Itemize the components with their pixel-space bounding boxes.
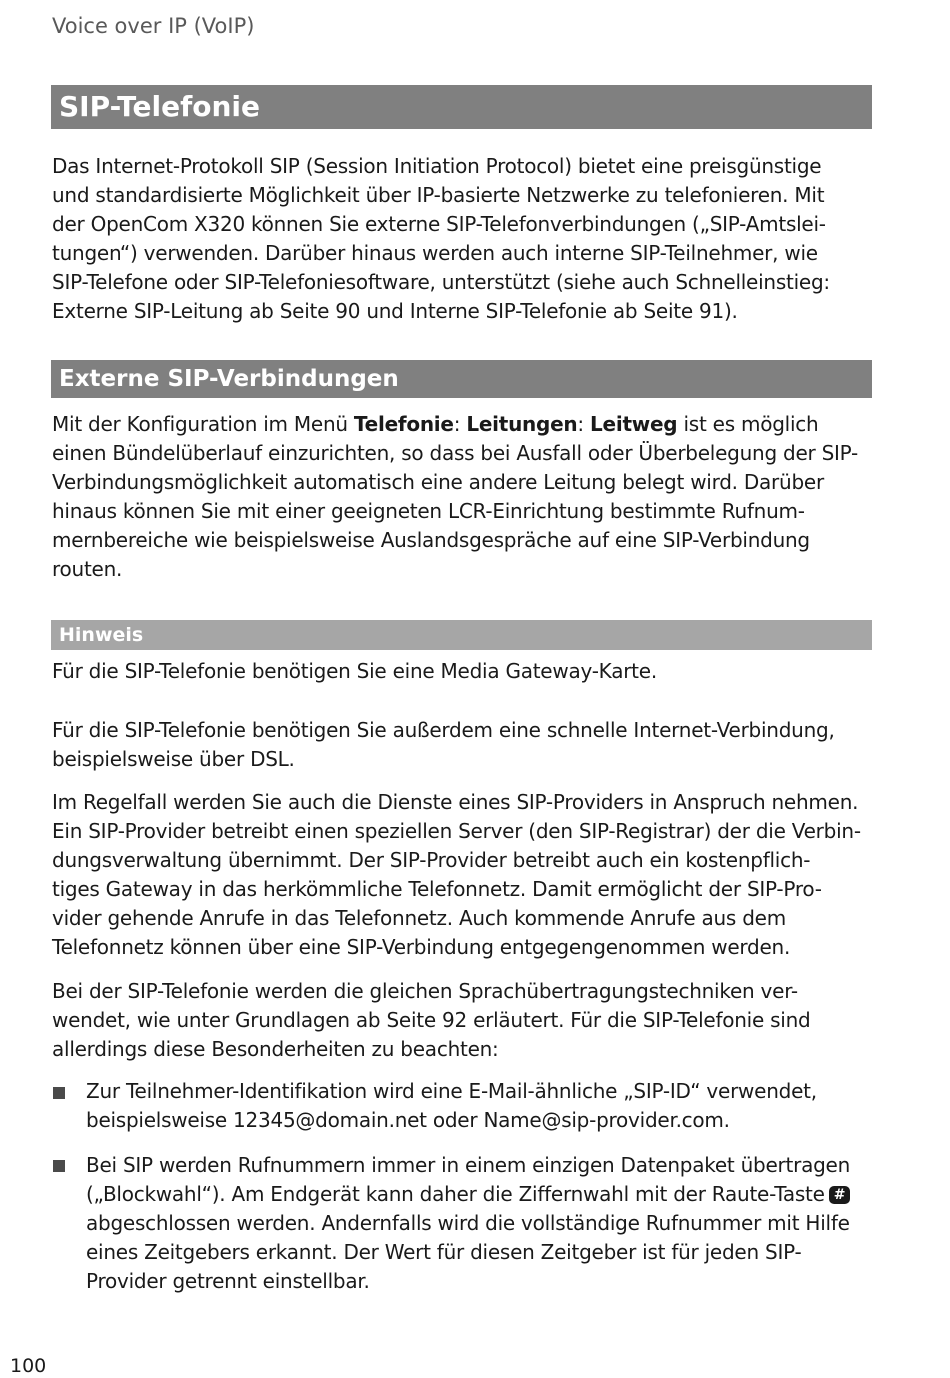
subsection-title: Externe SIP-Verbindungen [51,360,872,398]
text-line: Für die SIP-Telefonie benötigen Sie eine Media Gateway-Karte. [52,659,657,683]
text-line: beispielsweise 12345@domain.net oder Name@sip-provider.com. [86,1108,730,1132]
text-line: Telefonnetz können über eine SIP-Verbindung entgegengenommen werden. [52,935,791,959]
text-line: Verbindungsmöglichkeit automatisch eine andere Leitung belegt wird. Darüber [52,470,824,494]
text-line: Für die SIP-Telefonie benötigen Sie außerdem eine schnelle Internet-Verbindung, [52,718,835,742]
text-line: abgeschlossen werden. Andernfalls wird die vollständige Rufnummer mit Hilfe [86,1211,850,1235]
external-sip-paragraph [52,410,882,584]
menu-separator: : [453,412,467,436]
hash-key-icon: # [829,1186,850,1204]
text-line: tiges Gateway in das herkömmliche Telefonnetz. Damit ermöglicht der SIP-Pro- [52,877,822,901]
menu-path-leitweg: Leitweg [590,412,678,436]
text-line: routen. [52,557,123,581]
text-line: tungen“) verwenden. Darüber hinaus werden auch interne SIP-Teilnehmer, wie [52,241,818,265]
text-line: der OpenCom X320 können Sie externe SIP-Telefonverbindungen („SIP-Amtslei- [52,212,826,236]
bullet-square-icon [53,1160,65,1172]
text-line: Das Internet-Protokoll SIP (Session Initiation Protocol) bietet eine preisgünstige [52,154,822,178]
menu-path-telefonie: Telefonie [353,412,454,436]
text-line: Provider getrennt einstellbar. [86,1269,370,1293]
text-line: Bei SIP werden Rufnummern immer in einem einzigen Datenpaket übertragen [86,1153,851,1177]
special-features-paragraph [52,977,882,1064]
text-line [52,410,882,439]
note-title: Hinweis [51,620,872,650]
text-line: Zur Teilnehmer-Identifikation wird eine E-Mail-ähnliche „SIP-ID“ verwendet, [86,1079,817,1103]
text-line: allerdings diese Besonderheiten zu beachten: [52,1037,499,1061]
note-text [52,657,882,686]
text-line: vider gehende Anrufe in das Telefonnetz. Auch kommende Anrufe aus dem [52,906,786,930]
text-line: wendet, wie unter Grundlagen ab Seite 92 erläutert. Für die SIP-Telefonie sind [52,1008,811,1032]
text-line: mernbereiche wie beispielsweise Auslandsgespräche auf eine SIP-Verbindung [52,528,810,552]
menu-path-leitungen: Leitungen [466,412,578,436]
text-line: hinaus können Sie mit einer geeigneten LCR-Einrichtung bestimmte Rufnum- [52,499,805,523]
text-line: eines Zeitgebers erkannt. Der Wert für diesen Zeitgeber ist für jeden SIP- [86,1240,802,1264]
bullet-square-icon [53,1087,65,1099]
running-head: Voice over IP (VoIP) [52,14,255,38]
text-line [86,1180,886,1209]
dsl-paragraph [52,716,882,774]
bullet-item-sip-id [86,1077,886,1135]
menu-separator: : [577,412,591,436]
text-line: Bei der SIP-Telefonie werden die gleichen Sprachübertragungstechniken ver- [52,979,798,1003]
text-line: SIP-Telefone oder SIP-Telefoniesoftware, unterstützt (siehe auch Schnelleinstieg: [52,270,830,294]
text-line: Externe SIP-Leitung ab Seite 90 und Interne SIP-Telefonie ab Seite 91). [52,299,738,323]
bullet-item-blockwahl [86,1151,886,1296]
text-run: Mit der Konfiguration im Menü [52,412,354,436]
text-line: einen Bündelüberlauf einzurichten, so dass bei Ausfall oder Überbelegung der SIP- [52,441,859,465]
intro-paragraph [52,152,882,326]
text-line: und standardisierte Möglichkeit über IP-basierte Netzwerke zu telefonieren. Mit [52,183,825,207]
provider-paragraph [52,788,882,962]
text-line: dungsverwaltung übernimmt. Der SIP-Provider betreibt auch ein kostenpflich- [52,848,811,872]
text-run: („Blockwahl“). Am Endgerät kann daher die Ziffernwahl mit der Raute-Taste [86,1182,825,1206]
section-title: SIP-Telefonie [51,85,872,129]
text-line: Im Regelfall werden Sie auch die Dienste eines SIP-Providers in Anspruch nehmen. [52,790,859,814]
text-line: beispielsweise über DSL. [52,747,295,771]
text-line: Ein SIP-Provider betreibt einen speziellen Server (den SIP-Registrar) der die Verbin- [52,819,861,843]
text-run: ist es möglich [677,412,819,436]
page-number: 100 [10,1355,47,1377]
